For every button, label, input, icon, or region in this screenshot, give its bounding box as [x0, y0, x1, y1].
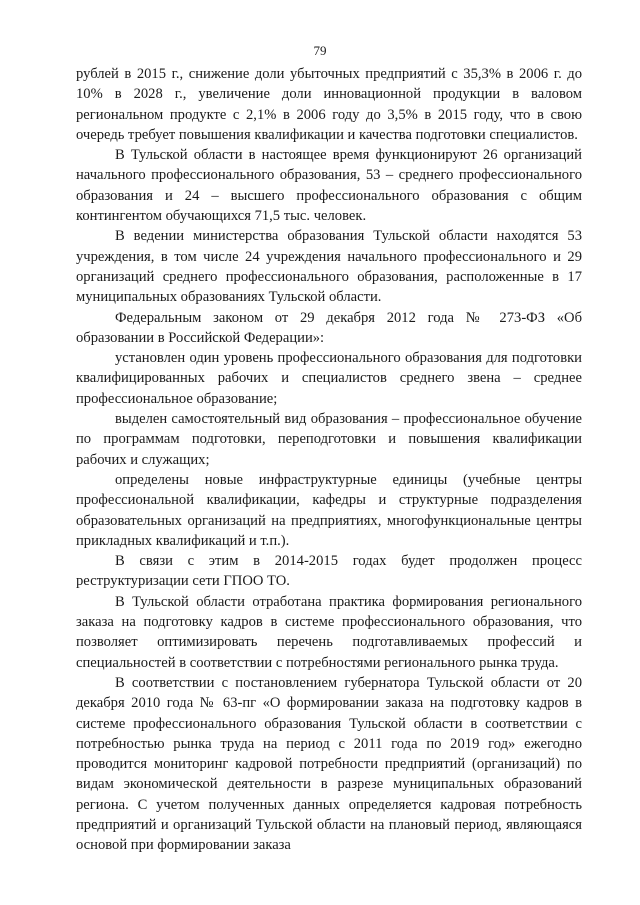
paragraph-5: установлен один уровень профессионального образования для подготовки квалифицированных рабочих и специалистов среднего звена – среднее профессиональное образование; — [76, 350, 582, 407]
paragraph-9: В Тульской области отработана практика формирования регионального заказа на подготовку кадров в системе профессионального образования, что позволяет оптимизировать перечень подготавливаемых профессий и специальностей в соответствии с потребностями регионального рынка труда. — [76, 593, 582, 671]
paragraph-6: выделен самостоятельный вид образования – профессиональное обучение по программам подготовки, переподготовки и повышения квалификации рабочих и служащих; — [76, 411, 582, 468]
paragraph-1: рублей в 2015 г., снижение доли убыточных предприятий с 35,3% в 2006 г. до 10% в 2028 г., увеличение доли инновационной продукции в валовом региональном продукте с 2,1% в 2006 году до 3,5% в 2015 году, что в свою очередь требует повышения квалификации и качества подготовки специалистов. — [76, 66, 582, 143]
document-body — [76, 64, 582, 856]
paragraph-8: В связи с этим в 2014-2015 годах будет продолжен процесс реструктуризации сети ГПОО ТО. — [76, 553, 582, 590]
paragraph-3: В ведении министерства образования Тульской области находятся 53 учреждения, в том числе 24 учреждения начального профессионального и 29 организаций среднего профессионального образования, расположенные в 17 муниципальных образованиях Тульской области. — [76, 228, 582, 306]
paragraph-4: Федеральным законом от 29 декабря 2012 года № 273-ФЗ «Об образовании в Российской Федерации»: — [76, 309, 582, 346]
paragraph-2: В Тульской области в настоящее время функционируют 26 организаций начального профессионального образования, 53 – среднего профессионального образования и 24 – высшего профессионального образования с общим контингентом обучающихся 71,5 тыс. человек. — [76, 147, 582, 225]
paragraph-7: определены новые инфраструктурные единицы (учебные центры профессиональной квалификации, кафедры и структурные подразделения образовательных организаций на предприятиях, многофункциональные центры прикладных квалификаций и т.п.). — [76, 471, 582, 549]
page-number: 79 — [313, 43, 327, 58]
paragraph-10: В соответствии с постановлением губернатора Тульской области от 20 декабря 2010 года № 63-пг «О формировании заказа на подготовку кадров в системе профессионального образования Тульской области в соответствии с потребностью рынка труда на период с 2011 года по 2019 год» ежегодно проводится мониторинг кадровой потребности предприятий (организаций) по видам экономической деятельности в разрезе муниципальных образований региона. С учетом полученных данных определяется кадровая потребность предприятий и организаций Тульской области на плановый период, являющаяся основой при формировании заказа — [76, 674, 582, 854]
